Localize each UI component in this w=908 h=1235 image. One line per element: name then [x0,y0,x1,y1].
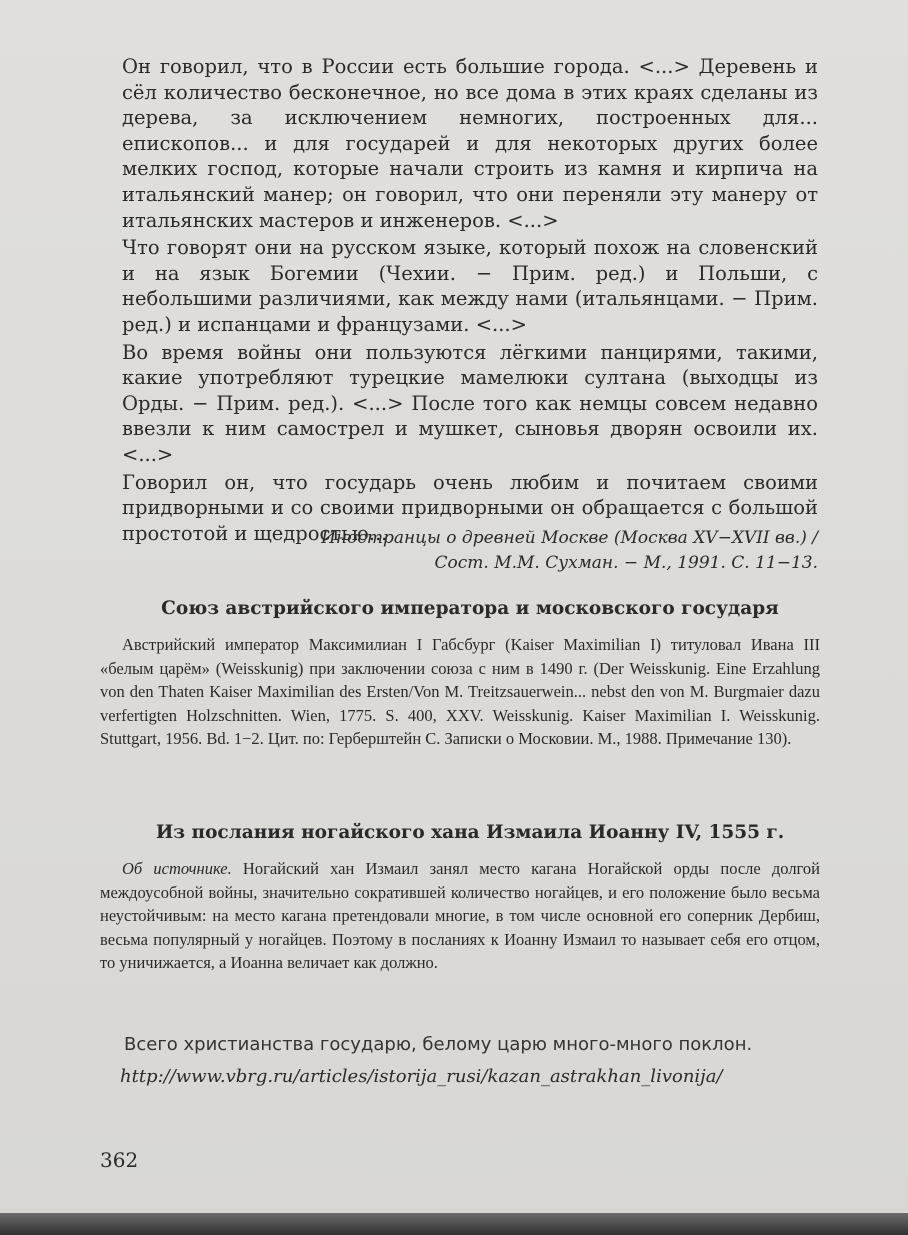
paragraph: Во время войны они пользуются лёгкими панцирями, такими, какие употребляют турецкие мамелюки султана (выходцы из Орды. − Прим. ред.). <...> После того как немцы совсем недавно ввезли к ним самострел и мушкет, сыновья дворян освоили их. <...> [122,340,818,466]
source-line: Иностранцы о древней Москве (Москва XV−XVII вв.) / [321,528,818,548]
section-heading: Союз австрийского императора и московского государя [161,598,779,619]
source-line: Сост. М.М. Сухман. − М., 1991. С. 11−13. [434,553,818,573]
quote-line: Всего христианства государю, белому царю много-много поклон. [124,1034,753,1055]
scan-edge [0,1213,908,1235]
about-source-note [100,857,820,975]
about-label: Об источнике. [122,859,232,878]
paragraph: Говорил он, что государь очень любим и почитаем своими придворными и со своими придворными он обращается с большой простотой и щедростью... [122,470,818,545]
page-number: 362 [100,1148,139,1172]
source-citation [218,526,818,576]
main-text-block [122,54,818,546]
austria-note [100,633,820,751]
section-heading: Из послания ногайского хана Измаила Иоанну IV, 1555 г. [155,822,785,843]
paragraph: Что говорят они на русском языке, который похож на словенский и на язык Богемии (Чехии. − Прим. ред.) и Польши, с небольшими различиями, как между нами (итальянцами. − Прим. ред.) и испанцами и французами. <...> [122,236,818,336]
about-text: Ногайский хан Измаил занял место кагана Ногайской орды после долгой междоусобной войны, значительно сократившей количество ногайцев, и его положение было весьма неустойчивым: на место кагана претендовали многие, в том числе основной его соперник Дербиш, весьма популярный у ногайцев. Поэтому в посланиях к Иоанну Измаил то называет себя его отцом, то уничижается, а Иоанна величает как должно. [100,859,820,972]
paragraph: Он говорил, что в России есть большие города. <...> Деревень и сёл количество бесконечное, но все дома в этих краях сделаны из дерева, за исключением немногих, построенных для... епископов... и для государей и для некоторых других более мелких господ, которые начали строить из камня и кирпича на итальянский манер; он говорил, что они переняли эту манеру от итальянских мастеров и инженеров. <...> [122,55,818,232]
source-url: http://www.vbrg.ru/articles/istorija_rusi/kazan_astrakhan_livonija/ [120,1066,723,1087]
paragraph: Австрийский император Максимилиан I Габсбург (Kaiser Maximilian I) титуловал Ивана III «белым царём» (Weisskunig) при заключении союза с ним в 1490 г. (Der Weisskunig. Eine Erzahlung von den Thaten Kaiser Maximilian des Ersten/Von M. Treitzsauerwein... nebst den von M. Burgmaier dazu verfertigten Holzschnitten. Wien, 1775. S. 400, XXV. Weisskunig. Kaiser Maximilian I. Weisskunig. Stuttgart, 1956. Bd. 1−2. Цит. по: Герберштейн С. Записки о Московии. М., 1988. Примечание 130). [100,635,820,748]
